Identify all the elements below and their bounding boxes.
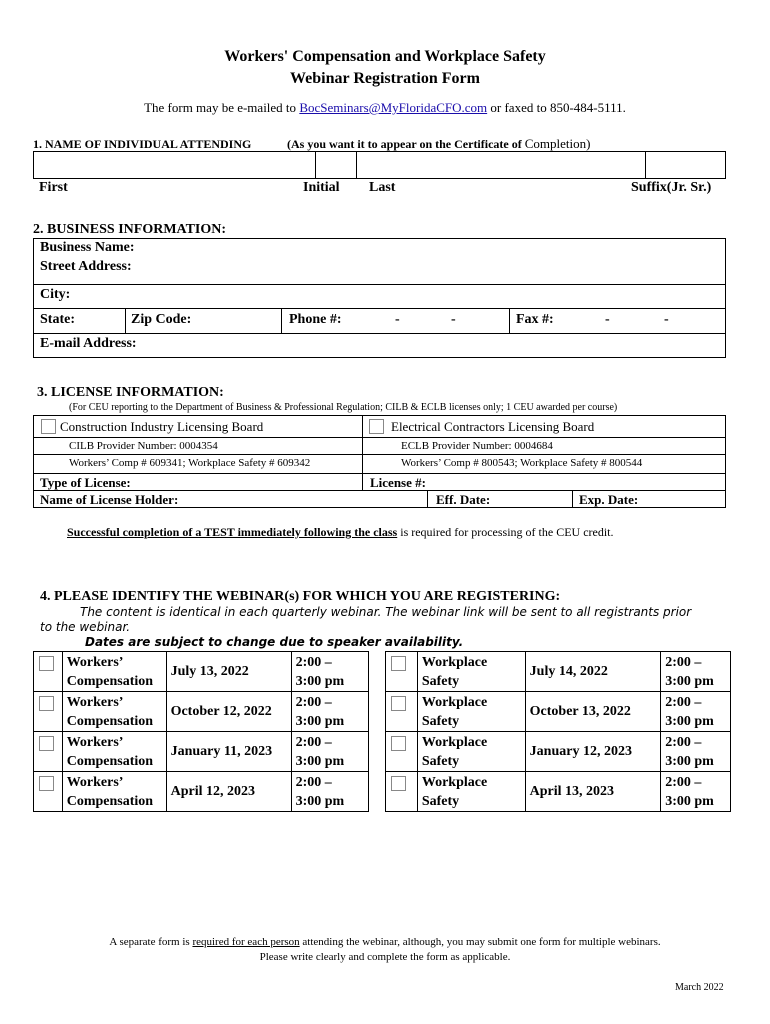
- state-field[interactable]: State:: [40, 312, 75, 327]
- section1-note-suffix: Completion): [524, 136, 591, 151]
- session-time: [661, 692, 731, 732]
- session-time-line1: 2:00 –: [665, 694, 702, 710]
- section4-label: 4. PLEASE IDENTIFY THE WEBINAR(s) FOR WHICH YOU ARE REGISTERING:: [40, 589, 561, 604]
- section1-label: 1. NAME OF INDIVIDUAL ATTENDING: [33, 137, 252, 151]
- workers-comp-session-row: [34, 772, 369, 812]
- first-label: First: [39, 180, 68, 195]
- workers-comp-sessions-table: [33, 651, 369, 812]
- session-date: October 12, 2022: [166, 692, 291, 732]
- session-time-line1: 2:00 –: [295, 694, 332, 710]
- session-course: [62, 732, 166, 772]
- session-checkbox-cell[interactable]: [386, 732, 418, 772]
- business-info-box: [33, 238, 726, 358]
- phone-dash-1: -: [395, 312, 400, 327]
- session-time: [661, 732, 731, 772]
- fax-dash-2: -: [664, 312, 669, 327]
- email-address-field[interactable]: E-mail Address:: [40, 336, 137, 351]
- eclb-provider: ECLB Provider Number: 0004684: [401, 440, 553, 452]
- session-time-line2: 3:00 pm: [665, 713, 714, 729]
- footer-line1-suffix: attending the webinar, although, you may submit one form for multiple webinars.: [299, 936, 661, 948]
- session-date: April 13, 2023: [525, 772, 661, 812]
- section1-note-prefix: (As you want it to appear on the Certificate of: [287, 137, 525, 151]
- test-note-rest: is required for processing of the CEU credit.: [397, 525, 614, 539]
- section4-note-line2: to the webinar.: [40, 620, 131, 634]
- session-course: [417, 692, 525, 732]
- section3-note: (For CEU reporting to the Department of Business & Professional Regulation; CILB & ECLB licenses only; 1 CEU awarded per course): [69, 402, 618, 413]
- session-course-line2: Compensation: [66, 753, 154, 769]
- session-time-line1: 2:00 –: [665, 654, 702, 670]
- session-time-line2: 3:00 pm: [295, 793, 345, 809]
- fax-dash-1: -: [605, 312, 610, 327]
- session-course-line1: Workplace: [421, 774, 488, 790]
- session-checkbox[interactable]: [39, 776, 54, 791]
- exp-date-field[interactable]: Exp. Date:: [579, 492, 639, 507]
- session-course-line2: Safety: [421, 753, 460, 769]
- footer-line2: Please write clearly and complete the form as applicable.: [259, 951, 511, 963]
- session-date: October 13, 2022: [525, 692, 661, 732]
- street-address-field[interactable]: Street Address:: [40, 259, 132, 274]
- session-date: July 14, 2022: [525, 652, 661, 692]
- dates-note: Dates are subject to change due to speaker availability.: [85, 635, 464, 649]
- session-time-line2: 3:00 pm: [665, 793, 714, 809]
- form-title-line2: Webinar Registration Form: [290, 70, 480, 87]
- workplace-safety-session-row: [386, 692, 731, 732]
- footer-line1-emphasis: required for each person: [192, 936, 300, 948]
- cilb-checkbox[interactable]: [41, 419, 56, 434]
- footer-line1: [0, 936, 770, 948]
- session-checkbox-cell[interactable]: [386, 692, 418, 732]
- session-course: [417, 772, 525, 812]
- session-course-line1: Workers’: [66, 694, 124, 710]
- session-course-line2: Compensation: [66, 713, 154, 729]
- session-checkbox[interactable]: [39, 656, 54, 671]
- session-time: [291, 692, 368, 732]
- session-date: April 12, 2023: [166, 772, 291, 812]
- session-checkbox-cell[interactable]: [34, 732, 63, 772]
- initial-input[interactable]: [316, 152, 356, 178]
- city-field[interactable]: City:: [40, 287, 71, 302]
- session-course-line2: Compensation: [66, 673, 154, 689]
- session-course-line1: Workers’: [66, 734, 124, 750]
- zip-field[interactable]: Zip Code:: [131, 312, 192, 327]
- session-checkbox[interactable]: [391, 736, 406, 751]
- eclb-checkbox[interactable]: [369, 419, 384, 434]
- session-time-line1: 2:00 –: [665, 734, 702, 750]
- session-course-line1: Workers’: [66, 654, 124, 670]
- phone-dash-2: -: [451, 312, 456, 327]
- footer-line1-prefix: A separate form is: [109, 936, 193, 948]
- session-time-line2: 3:00 pm: [665, 673, 714, 689]
- session-time-line2: 3:00 pm: [295, 753, 345, 769]
- workplace-safety-session-row: [386, 652, 731, 692]
- session-course-line1: Workers’: [66, 774, 124, 790]
- workplace-safety-session-row: [386, 772, 731, 812]
- cilb-provider: CILB Provider Number: 0004354: [69, 440, 218, 452]
- session-checkbox-cell[interactable]: [386, 772, 418, 812]
- license-number-field[interactable]: License #:: [370, 475, 426, 490]
- session-course: [62, 652, 166, 692]
- session-time-line1: 2:00 –: [295, 734, 332, 750]
- session-time-line1: 2:00 –: [295, 774, 332, 790]
- session-course-line2: Compensation: [66, 793, 154, 809]
- section2-label: 2. BUSINESS INFORMATION:: [33, 222, 227, 237]
- section1-note: [287, 136, 590, 152]
- test-note: [67, 525, 614, 540]
- session-time-line1: 2:00 –: [295, 654, 332, 670]
- session-course: [62, 692, 166, 732]
- session-checkbox-cell[interactable]: [34, 772, 63, 812]
- session-date: January 12, 2023: [525, 732, 661, 772]
- session-time: [661, 652, 731, 692]
- suffix-label: Suffix(Jr. Sr.): [631, 180, 712, 195]
- intro-prefix: The form may be e-mailed to: [144, 100, 300, 115]
- suffix-input[interactable]: [646, 152, 725, 178]
- session-course-line1: Workplace: [421, 654, 488, 670]
- session-checkbox[interactable]: [391, 696, 406, 711]
- email-link[interactable]: BocSeminars@MyFloridaCFO.com: [299, 100, 488, 115]
- session-course: [417, 652, 525, 692]
- eclb-board-label: Electrical Contractors Licensing Board: [391, 419, 595, 434]
- session-time-line2: 3:00 pm: [295, 713, 345, 729]
- cilb-board-label: Construction Industry Licensing Board: [60, 419, 264, 434]
- session-time: [661, 772, 731, 812]
- session-checkbox-cell[interactable]: [34, 652, 63, 692]
- session-course-line2: Safety: [421, 793, 460, 809]
- session-checkbox[interactable]: [39, 696, 54, 711]
- eclb-courses: Workers’ Comp # 800543; Workplace Safety # 800544: [401, 457, 643, 469]
- session-checkbox-cell[interactable]: [34, 692, 63, 732]
- session-checkbox[interactable]: [391, 656, 406, 671]
- intro-text: [0, 100, 770, 116]
- session-course-line1: Workplace: [421, 734, 488, 750]
- last-label: Last: [369, 180, 396, 195]
- phone-field[interactable]: Phone #:: [289, 312, 342, 327]
- session-date: January 11, 2023: [166, 732, 291, 772]
- type-of-license-field[interactable]: Type of License:: [40, 475, 131, 490]
- eff-date-field[interactable]: Eff. Date:: [436, 492, 491, 507]
- session-time: [291, 732, 368, 772]
- workers-comp-session-row: [34, 692, 369, 732]
- workers-comp-session-row: [34, 732, 369, 772]
- section4-note-line1: The content is identical in each quarterly webinar. The webinar link will be sent to all registrants prior: [80, 605, 692, 619]
- fax-field[interactable]: Fax #:: [516, 312, 554, 327]
- session-time: [291, 652, 368, 692]
- test-note-emphasis: Successful completion of a TEST immediately following the class: [67, 525, 398, 539]
- intro-suffix: or faxed to 850-484-5111.: [487, 100, 626, 115]
- session-checkbox[interactable]: [39, 736, 54, 751]
- initial-label: Initial: [303, 180, 340, 195]
- business-name-field[interactable]: Business Name:: [40, 240, 135, 255]
- session-course-line2: Safety: [421, 673, 460, 689]
- session-checkbox[interactable]: [391, 776, 406, 791]
- first-name-input[interactable]: [34, 152, 315, 178]
- workers-comp-session-row: [34, 652, 369, 692]
- section3-label: 3. LICENSE INFORMATION:: [37, 385, 224, 400]
- session-date: July 13, 2022: [166, 652, 291, 692]
- cilb-courses: Workers’ Comp # 609341; Workplace Safety # 609342: [69, 457, 311, 469]
- session-time: [291, 772, 368, 812]
- workplace-safety-session-row: [386, 732, 731, 772]
- last-name-input[interactable]: [357, 152, 645, 178]
- session-time-line1: 2:00 –: [665, 774, 702, 790]
- session-time-line2: 3:00 pm: [295, 673, 345, 689]
- license-holder-field[interactable]: Name of License Holder:: [40, 492, 179, 507]
- session-checkbox-cell[interactable]: [386, 652, 418, 692]
- revision-date: March 2022: [675, 982, 724, 993]
- session-course-line1: Workplace: [421, 694, 488, 710]
- session-course-line2: Safety: [421, 713, 460, 729]
- form-title-line1: Workers' Compensation and Workplace Safety: [224, 48, 546, 65]
- session-course: [62, 772, 166, 812]
- workplace-safety-sessions-table: [385, 651, 731, 812]
- session-time-line2: 3:00 pm: [665, 753, 714, 769]
- session-course: [417, 732, 525, 772]
